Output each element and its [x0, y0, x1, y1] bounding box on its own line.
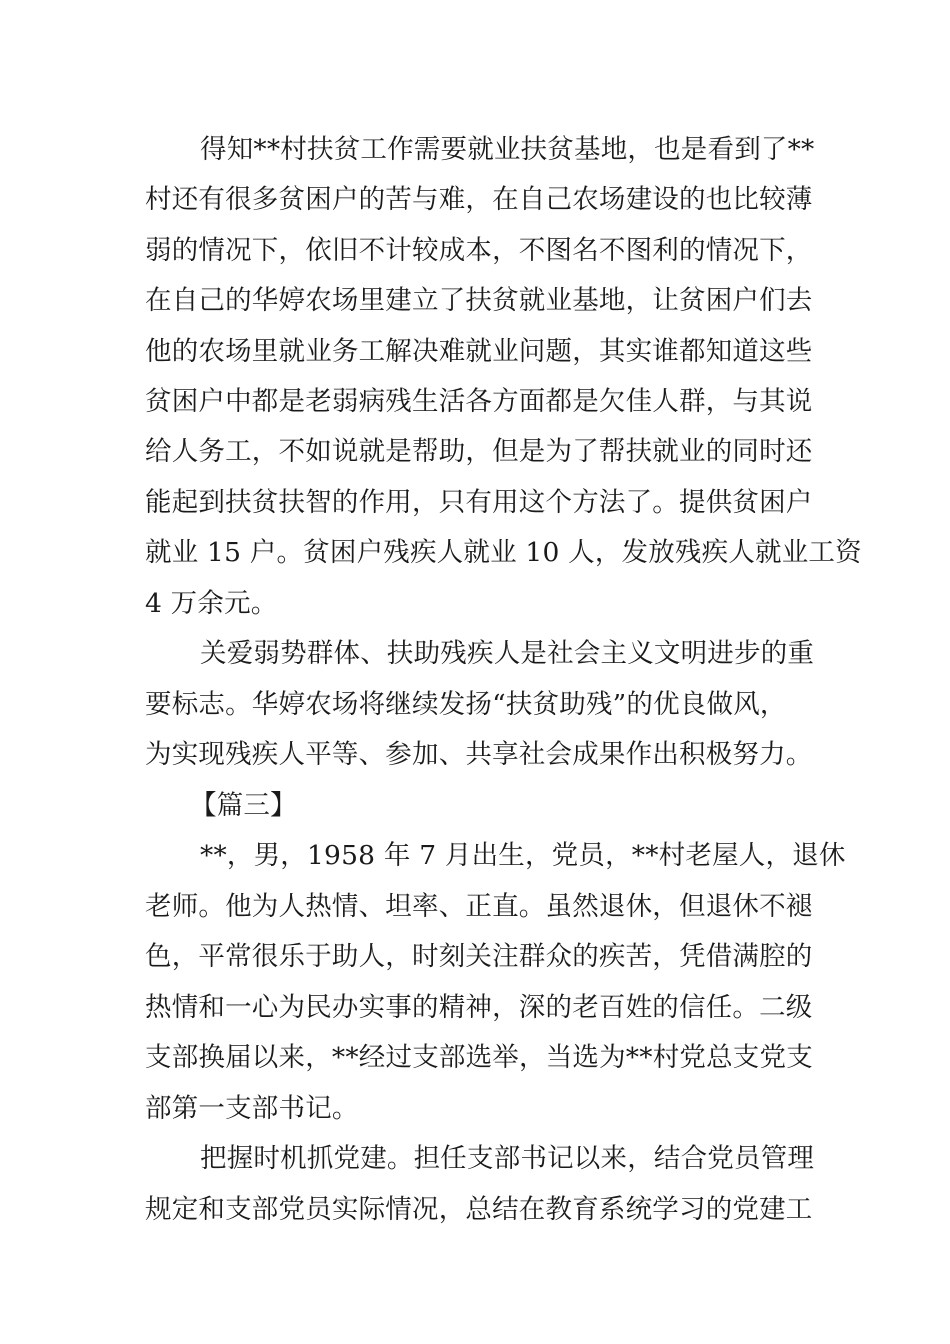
text-line: 村还有很多贫困户的苦与难，在自己农场建设的也比较薄 [145, 184, 813, 215]
text-line: 弱的情况下，依旧不计较成本，不图名不图利的情况下， [145, 235, 813, 266]
text-line: 热情和一心为民办实事的精神，深的老百姓的信任。二级 [145, 992, 813, 1023]
text-line: 给人务工，不如说就是帮助，但是为了帮扶就业的同时还 [145, 436, 813, 467]
text-line: 部第一支部书记。 [145, 1093, 359, 1124]
text-line: 贫困户中都是老弱病残生活各方面都是欠佳人群，与其说 [145, 386, 813, 417]
text-line: 他的农场里就业务工解决难就业问题，其实谁都知道这些 [145, 336, 813, 367]
text-line: 得知**村扶贫工作需要就业扶贫基地，也是看到了** [200, 134, 815, 165]
text-line: 4 万余元。 [145, 588, 278, 619]
text-line: 老师。他为人热情、坦率、正直。虽然退休，但退休不褪 [145, 891, 813, 922]
text-line: 就业 15 户。贫困户残疾人就业 10 人，发放残疾人就业工资 [145, 537, 862, 568]
text-line: 要标志。华婷农场将继续发扬“扶贫助残”的优良做风， [145, 689, 787, 720]
text-line: 关爱弱势群体、扶助残疾人是社会主义文明进步的重 [200, 638, 815, 669]
text-line: 支部换届以来，**经过支部选举，当选为**村党总支党支 [145, 1042, 813, 1073]
text-line: 能起到扶贫扶智的作用，只有用这个方法了。提供贫困户 [145, 487, 813, 518]
text-line: 把握时机抓党建。担任支部书记以来，结合党员管理 [200, 1143, 815, 1174]
text-line: 色，平常很乐于助人，时刻关注群众的疾苦，凭借满腔的 [145, 941, 813, 972]
text-line: 在自己的华婷农场里建立了扶贫就业基地，让贫困户们去 [145, 285, 813, 316]
text-line: 为实现残疾人平等、参加、共享社会成果作出积极努力。 [145, 739, 813, 770]
text-line: 规定和支部党员实际情况，总结在教育系统学习的党建工 [145, 1194, 813, 1225]
text-line: **，男，1958 年 7 月出生，党员，**村老屋人，退休 [200, 840, 846, 871]
section-heading: 【篇三】 [190, 790, 297, 821]
